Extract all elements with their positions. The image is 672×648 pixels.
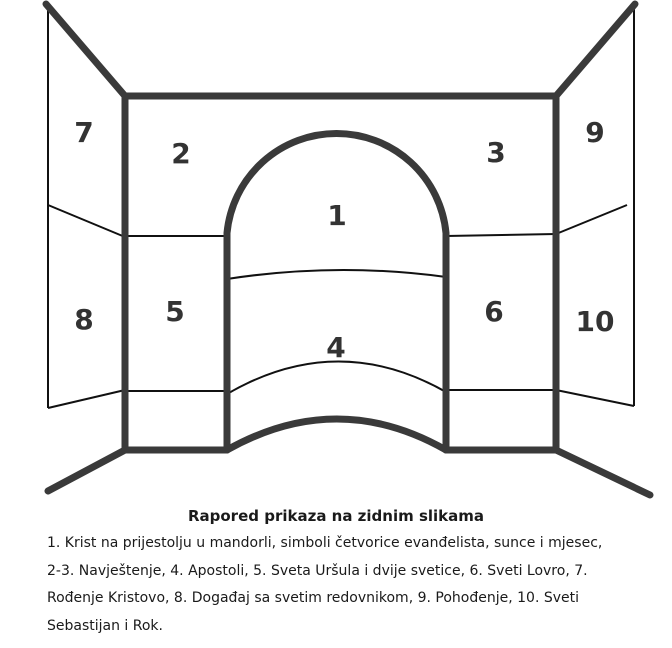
caption-line: Sebastijan i Rok. [47,617,163,634]
caption-line: 1. Krist na prijestolju u mandorli, simboli četvorice evanđelista, sunce i mjesec, [47,535,603,551]
panel-label-8: 8 [74,303,94,336]
caption-line: 2-3. Navještenje, 4. Apostoli, 5. Sveta Uršula i dvije svetice, 6. Sveti Lovro, 7. [47,562,588,579]
structural-outline [46,4,650,495]
panel-label-6: 6 [484,295,504,328]
panel-label-9: 9 [585,116,605,149]
floor-curve [227,419,446,450]
panel-label-2: 2 [171,137,191,170]
right-side-wall [556,5,634,406]
central-arch [227,133,446,450]
panel-label-3: 3 [486,136,506,169]
panel-label-10: 10 [575,305,615,338]
panel-label-4: 4 [326,331,346,364]
left-side-wall [48,5,125,408]
panel-label-7: 7 [74,116,94,149]
panel-label-1: 1 [327,199,347,232]
caption-body [47,530,662,640]
caption-title: Rapored prikaza na zidnim slikama [187,507,485,525]
panel-label-5: 5 [165,295,185,328]
caption-line: Rođenje Kristovo, 8. Događaj sa svetim redovnikom, 9. Pohođenje, 10. Sveti [47,590,580,606]
